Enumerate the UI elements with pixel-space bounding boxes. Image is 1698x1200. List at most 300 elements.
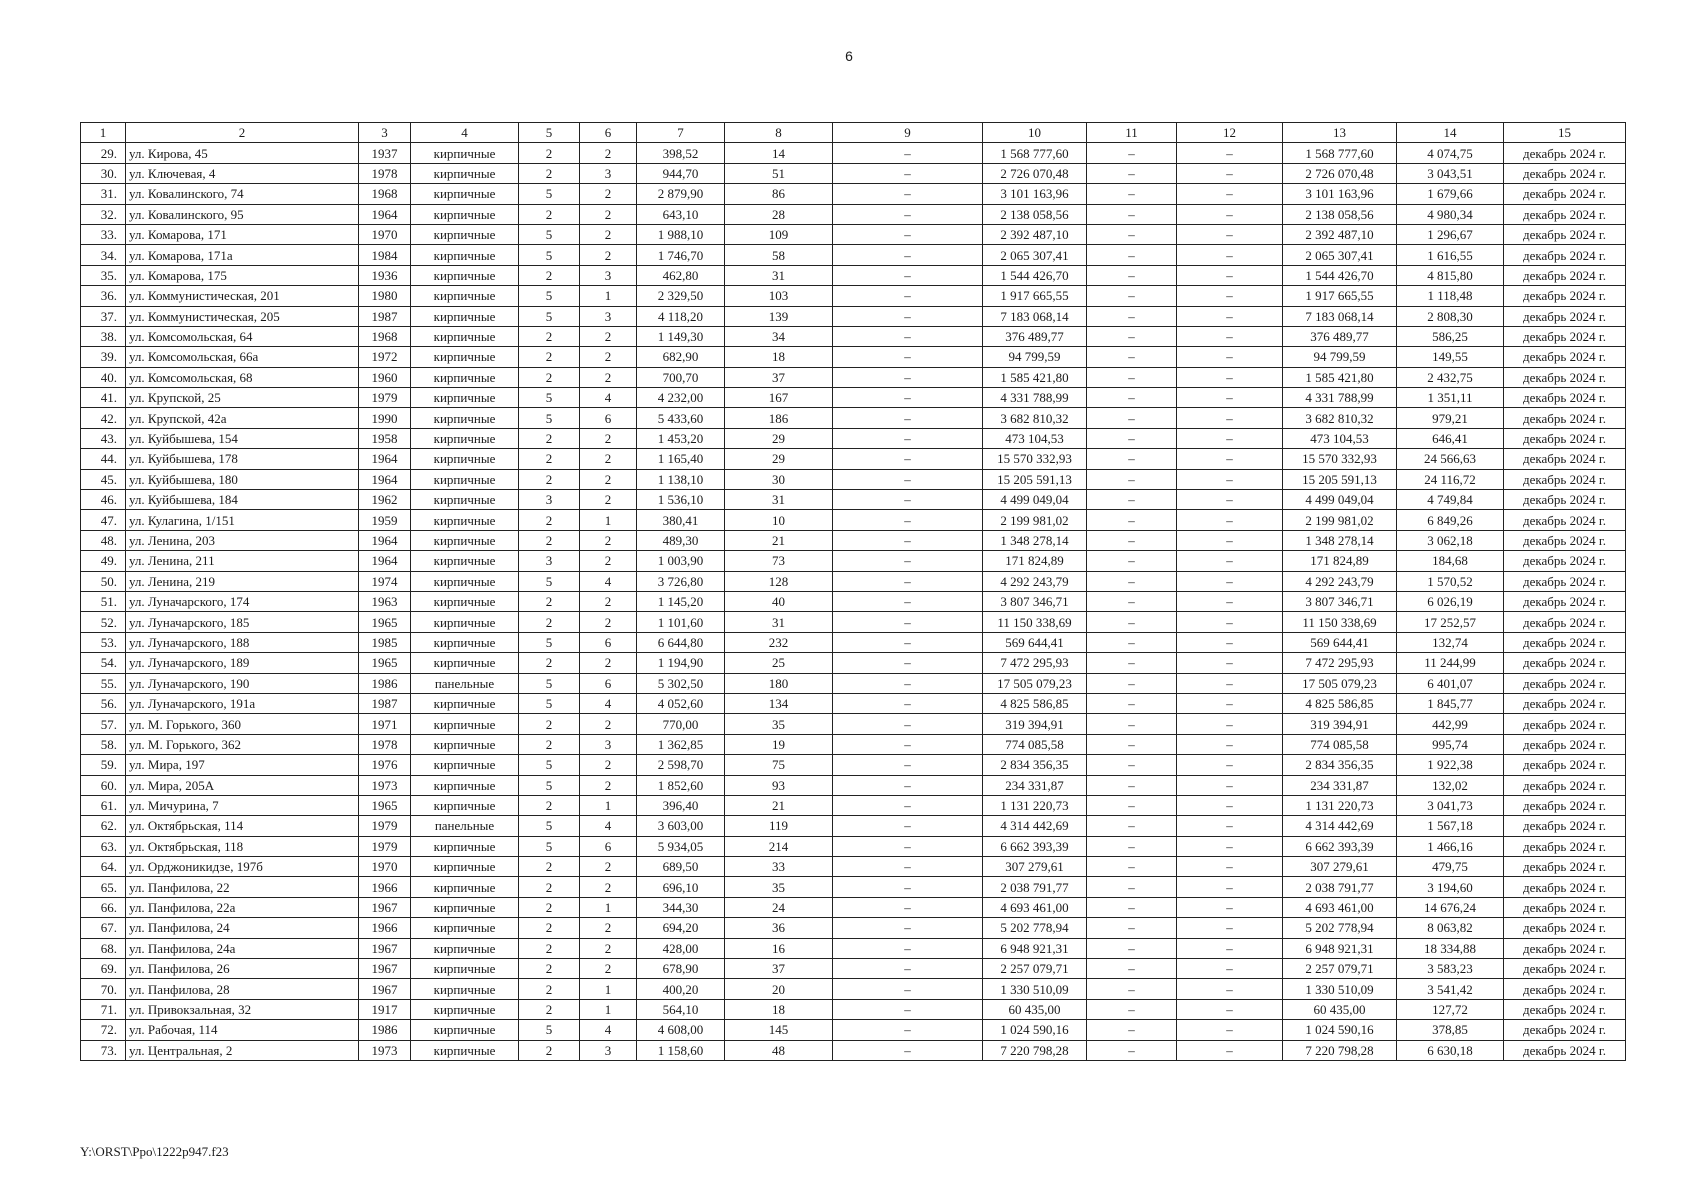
table-cell-col-15: декабрь 2024 г. — [1504, 673, 1626, 693]
table-cell-col-10: 1 917 665,55 — [983, 286, 1087, 306]
table-cell-col-6: 2 — [580, 367, 637, 387]
table-cell-col-7: 700,70 — [637, 367, 725, 387]
table-cell-col-9: – — [833, 653, 983, 673]
table-cell-col-8: 51 — [725, 163, 833, 183]
table-cell-col-11: – — [1087, 979, 1177, 999]
table-cell-col-10: 7 220 798,28 — [983, 1040, 1087, 1060]
table-cell-col-14: 1 466,16 — [1397, 836, 1504, 856]
table-cell-col-15: декабрь 2024 г. — [1504, 775, 1626, 795]
table-cell-col-8: 37 — [725, 367, 833, 387]
table-cell-col-15: декабрь 2024 г. — [1504, 306, 1626, 326]
column-header-11: 11 — [1087, 123, 1177, 143]
table-cell-col-4: кирпичные — [411, 449, 519, 469]
table-cell-col-15: декабрь 2024 г. — [1504, 612, 1626, 632]
table-cell-col-11: – — [1087, 999, 1177, 1019]
table-cell-col-10: 3 682 810,32 — [983, 408, 1087, 428]
table-cell-col-1: 31. — [81, 184, 126, 204]
table-cell-col-4: кирпичные — [411, 1040, 519, 1060]
table-cell-col-6: 2 — [580, 326, 637, 346]
table-cell-col-14: 6 026,19 — [1397, 591, 1504, 611]
table-cell-col-14: 24 116,72 — [1397, 469, 1504, 489]
table-cell-col-2: ул. Крупской, 42а — [126, 408, 359, 428]
table-cell-col-3: 1962 — [359, 490, 411, 510]
table-cell-col-12: – — [1177, 714, 1283, 734]
table-cell-col-11: – — [1087, 530, 1177, 550]
table-cell-col-7: 6 644,80 — [637, 632, 725, 652]
table-cell-col-12: – — [1177, 347, 1283, 367]
table-cell-col-15: декабрь 2024 г. — [1504, 1020, 1626, 1040]
table-cell-col-12: – — [1177, 388, 1283, 408]
table-cell-col-1: 60. — [81, 775, 126, 795]
table-cell-col-5: 5 — [519, 836, 580, 856]
table-cell-col-4: кирпичные — [411, 714, 519, 734]
table-cell-col-3: 1973 — [359, 1040, 411, 1060]
table-cell-col-2: ул. Панфилова, 22 — [126, 877, 359, 897]
table-cell-col-6: 4 — [580, 816, 637, 836]
table-cell-col-8: 31 — [725, 612, 833, 632]
table-cell-col-6: 1 — [580, 999, 637, 1019]
table-cell-col-7: 1 101,60 — [637, 612, 725, 632]
table-cell-col-9: – — [833, 326, 983, 346]
table-row — [81, 938, 1626, 958]
table-cell-col-7: 5 934,05 — [637, 836, 725, 856]
table-cell-col-9: – — [833, 408, 983, 428]
table-cell-col-10: 3 807 346,71 — [983, 591, 1087, 611]
table-cell-col-10: 2 038 791,77 — [983, 877, 1087, 897]
table-row — [81, 286, 1626, 306]
table-cell-col-10: 4 314 442,69 — [983, 816, 1087, 836]
table-cell-col-1: 38. — [81, 326, 126, 346]
table-cell-col-15: декабрь 2024 г. — [1504, 959, 1626, 979]
table-cell-col-14: 4 749,84 — [1397, 490, 1504, 510]
table-cell-col-10: 15 205 591,13 — [983, 469, 1087, 489]
footer-file-path: Y:\ORST\Ppo\1222p947.f23 — [80, 1144, 229, 1159]
table-cell-col-15: декабрь 2024 г. — [1504, 857, 1626, 877]
table-cell-col-5: 5 — [519, 184, 580, 204]
table-cell-col-14: 14 676,24 — [1397, 897, 1504, 917]
table-cell-col-2: ул. Луначарского, 185 — [126, 612, 359, 632]
table-cell-col-11: – — [1087, 877, 1177, 897]
table-cell-col-1: 52. — [81, 612, 126, 632]
table-cell-col-13: 4 314 442,69 — [1283, 816, 1397, 836]
table-cell-col-5: 2 — [519, 449, 580, 469]
table-cell-col-5: 2 — [519, 367, 580, 387]
table-cell-col-8: 19 — [725, 734, 833, 754]
table-cell-col-14: 11 244,99 — [1397, 653, 1504, 673]
table-cell-col-10: 15 570 332,93 — [983, 449, 1087, 469]
table-cell-col-11: – — [1087, 143, 1177, 163]
table-cell-col-6: 6 — [580, 408, 637, 428]
table-cell-col-4: кирпичные — [411, 632, 519, 652]
table-cell-col-2: ул. Коммунистическая, 201 — [126, 286, 359, 306]
table-cell-col-4: кирпичные — [411, 551, 519, 571]
table-row — [81, 999, 1626, 1019]
table-cell-col-8: 30 — [725, 469, 833, 489]
table-cell-col-12: – — [1177, 408, 1283, 428]
table-cell-col-10: 2 834 356,35 — [983, 755, 1087, 775]
table-cell-col-2: ул. Ковалинского, 95 — [126, 204, 359, 224]
table-cell-col-3: 1974 — [359, 571, 411, 591]
table-cell-col-5: 2 — [519, 612, 580, 632]
column-header-12: 12 — [1177, 123, 1283, 143]
table-cell-col-14: 1 296,67 — [1397, 224, 1504, 244]
table-cell-col-10: 4 825 586,85 — [983, 693, 1087, 713]
table-cell-col-9: – — [833, 490, 983, 510]
table-cell-col-5: 2 — [519, 979, 580, 999]
table-cell-col-12: – — [1177, 551, 1283, 571]
column-header-3: 3 — [359, 123, 411, 143]
table-row — [81, 224, 1626, 244]
table-cell-col-11: – — [1087, 612, 1177, 632]
table-cell-col-12: – — [1177, 979, 1283, 999]
table-cell-col-4: кирпичные — [411, 857, 519, 877]
table-cell-col-3: 1965 — [359, 653, 411, 673]
table-cell-col-1: 34. — [81, 245, 126, 265]
table-cell-col-10: 4 499 049,04 — [983, 490, 1087, 510]
table-cell-col-3: 1937 — [359, 143, 411, 163]
table-cell-col-8: 37 — [725, 959, 833, 979]
table-cell-col-2: ул. Ковалинского, 74 — [126, 184, 359, 204]
table-row — [81, 408, 1626, 428]
table-cell-col-3: 1917 — [359, 999, 411, 1019]
table-cell-col-11: – — [1087, 184, 1177, 204]
table-cell-col-5: 5 — [519, 693, 580, 713]
table-row — [81, 347, 1626, 367]
table-cell-col-11: – — [1087, 306, 1177, 326]
table-cell-col-13: 7 220 798,28 — [1283, 1040, 1397, 1060]
table-cell-col-4: кирпичные — [411, 143, 519, 163]
table-cell-col-13: 2 726 070,48 — [1283, 163, 1397, 183]
table-cell-col-10: 11 150 338,69 — [983, 612, 1087, 632]
table-cell-col-12: – — [1177, 591, 1283, 611]
table-cell-col-6: 2 — [580, 857, 637, 877]
table-cell-col-12: – — [1177, 632, 1283, 652]
table-cell-col-9: – — [833, 224, 983, 244]
table-cell-col-13: 1 544 426,70 — [1283, 265, 1397, 285]
table-row — [81, 204, 1626, 224]
table-cell-col-4: кирпичные — [411, 326, 519, 346]
table-cell-col-11: – — [1087, 265, 1177, 285]
table-cell-col-1: 30. — [81, 163, 126, 183]
table-cell-col-14: 6 630,18 — [1397, 1040, 1504, 1060]
table-cell-col-5: 2 — [519, 510, 580, 530]
table-cell-col-7: 694,20 — [637, 918, 725, 938]
table-cell-col-2: ул. Кулагина, 1/151 — [126, 510, 359, 530]
table-cell-col-4: кирпичные — [411, 510, 519, 530]
table-cell-col-10: 7 472 295,93 — [983, 653, 1087, 673]
table-cell-col-3: 1984 — [359, 245, 411, 265]
table-cell-col-6: 3 — [580, 265, 637, 285]
table-cell-col-2: ул. Центральная, 2 — [126, 1040, 359, 1060]
table-cell-col-8: 16 — [725, 938, 833, 958]
table-cell-col-1: 68. — [81, 938, 126, 958]
table-cell-col-15: декабрь 2024 г. — [1504, 326, 1626, 346]
table-cell-col-11: – — [1087, 918, 1177, 938]
table-cell-col-11: – — [1087, 408, 1177, 428]
table-cell-col-15: декабрь 2024 г. — [1504, 816, 1626, 836]
table-cell-col-13: 17 505 079,23 — [1283, 673, 1397, 693]
table-cell-col-13: 2 038 791,77 — [1283, 877, 1397, 897]
table-cell-col-2: ул. Мира, 197 — [126, 755, 359, 775]
table-cell-col-1: 66. — [81, 897, 126, 917]
table-cell-col-7: 2 879,90 — [637, 184, 725, 204]
table-cell-col-13: 60 435,00 — [1283, 999, 1397, 1019]
table-cell-col-10: 376 489,77 — [983, 326, 1087, 346]
table-cell-col-8: 119 — [725, 816, 833, 836]
table-cell-col-6: 2 — [580, 347, 637, 367]
table-cell-col-5: 2 — [519, 1040, 580, 1060]
table-cell-col-10: 473 104,53 — [983, 428, 1087, 448]
table-cell-col-8: 58 — [725, 245, 833, 265]
table-cell-col-12: – — [1177, 530, 1283, 550]
table-cell-col-5: 3 — [519, 551, 580, 571]
table-cell-col-8: 29 — [725, 428, 833, 448]
table-cell-col-2: ул. Панфилова, 24а — [126, 938, 359, 958]
table-cell-col-12: – — [1177, 571, 1283, 591]
table-cell-col-1: 72. — [81, 1020, 126, 1040]
table-cell-col-9: – — [833, 918, 983, 938]
table-cell-col-10: 4 292 243,79 — [983, 571, 1087, 591]
table-cell-col-13: 4 693 461,00 — [1283, 897, 1397, 917]
table-cell-col-7: 2 329,50 — [637, 286, 725, 306]
table-cell-col-15: декабрь 2024 г. — [1504, 245, 1626, 265]
table-cell-col-2: ул. Октябрьская, 114 — [126, 816, 359, 836]
table-cell-col-4: кирпичные — [411, 979, 519, 999]
column-header-7: 7 — [637, 123, 725, 143]
table-cell-col-4: кирпичные — [411, 571, 519, 591]
table-cell-col-3: 1987 — [359, 693, 411, 713]
table-cell-col-13: 569 644,41 — [1283, 632, 1397, 652]
table-cell-col-15: декабрь 2024 г. — [1504, 286, 1626, 306]
table-cell-col-5: 2 — [519, 999, 580, 1019]
table-cell-col-15: декабрь 2024 г. — [1504, 938, 1626, 958]
table-cell-col-9: – — [833, 693, 983, 713]
table-cell-col-14: 3 541,42 — [1397, 979, 1504, 999]
table-cell-col-7: 1 194,90 — [637, 653, 725, 673]
table-cell-col-3: 1964 — [359, 551, 411, 571]
table-cell-col-4: кирпичные — [411, 530, 519, 550]
table-row — [81, 897, 1626, 917]
table-cell-col-6: 2 — [580, 775, 637, 795]
table-cell-col-8: 145 — [725, 1020, 833, 1040]
table-cell-col-10: 1 585 421,80 — [983, 367, 1087, 387]
table-cell-col-2: ул. Кирова, 45 — [126, 143, 359, 163]
table-cell-col-11: – — [1087, 591, 1177, 611]
table-cell-col-9: – — [833, 999, 983, 1019]
table-cell-col-14: 646,41 — [1397, 428, 1504, 448]
table-row — [81, 714, 1626, 734]
table-row — [81, 653, 1626, 673]
table-cell-col-10: 17 505 079,23 — [983, 673, 1087, 693]
table-cell-col-7: 344,30 — [637, 897, 725, 917]
table-cell-col-7: 1 453,20 — [637, 428, 725, 448]
table-cell-col-6: 2 — [580, 449, 637, 469]
table-cell-col-14: 17 252,57 — [1397, 612, 1504, 632]
table-cell-col-3: 1965 — [359, 795, 411, 815]
table-row — [81, 693, 1626, 713]
table-cell-col-2: ул. Комарова, 175 — [126, 265, 359, 285]
table-cell-col-14: 1 679,66 — [1397, 184, 1504, 204]
table-cell-col-4: кирпичные — [411, 408, 519, 428]
table-cell-col-5: 2 — [519, 591, 580, 611]
table-cell-col-14: 586,25 — [1397, 326, 1504, 346]
table-cell-col-12: – — [1177, 469, 1283, 489]
table-cell-col-1: 58. — [81, 734, 126, 754]
table-row — [81, 877, 1626, 897]
table-cell-col-8: 73 — [725, 551, 833, 571]
table-cell-col-6: 4 — [580, 388, 637, 408]
table-cell-col-15: декабрь 2024 г. — [1504, 367, 1626, 387]
table-cell-col-3: 1958 — [359, 428, 411, 448]
table-cell-col-14: 4 980,34 — [1397, 204, 1504, 224]
table-cell-col-12: – — [1177, 795, 1283, 815]
table-cell-col-4: кирпичные — [411, 775, 519, 795]
table-cell-col-10: 3 101 163,96 — [983, 184, 1087, 204]
registry-table — [80, 122, 1626, 1061]
table-cell-col-13: 376 489,77 — [1283, 326, 1397, 346]
table-cell-col-7: 428,00 — [637, 938, 725, 958]
table-cell-col-5: 2 — [519, 347, 580, 367]
table-cell-col-6: 2 — [580, 918, 637, 938]
table-cell-col-14: 6 401,07 — [1397, 673, 1504, 693]
table-row — [81, 673, 1626, 693]
table-cell-col-1: 56. — [81, 693, 126, 713]
table-cell-col-10: 1 131 220,73 — [983, 795, 1087, 815]
table-cell-col-3: 1967 — [359, 897, 411, 917]
table-cell-col-11: – — [1087, 286, 1177, 306]
table-cell-col-1: 54. — [81, 653, 126, 673]
table-cell-col-6: 2 — [580, 714, 637, 734]
table-cell-col-13: 4 499 049,04 — [1283, 490, 1397, 510]
table-cell-col-12: – — [1177, 897, 1283, 917]
table-cell-col-4: кирпичные — [411, 836, 519, 856]
table-cell-col-15: декабрь 2024 г. — [1504, 265, 1626, 285]
table-cell-col-3: 1972 — [359, 347, 411, 367]
table-cell-col-1: 42. — [81, 408, 126, 428]
table-cell-col-3: 1980 — [359, 286, 411, 306]
table-cell-col-11: – — [1087, 245, 1177, 265]
table-cell-col-6: 2 — [580, 204, 637, 224]
table-cell-col-2: ул. Ленина, 219 — [126, 571, 359, 591]
table-cell-col-9: – — [833, 245, 983, 265]
table-cell-col-10: 2 065 307,41 — [983, 245, 1087, 265]
column-header-2: 2 — [126, 123, 359, 143]
table-cell-col-7: 4 118,20 — [637, 306, 725, 326]
table-cell-col-10: 1 568 777,60 — [983, 143, 1087, 163]
table-cell-col-8: 31 — [725, 265, 833, 285]
table-cell-col-8: 29 — [725, 449, 833, 469]
table-cell-col-9: – — [833, 938, 983, 958]
table-cell-col-4: панельные — [411, 673, 519, 693]
table-cell-col-9: – — [833, 286, 983, 306]
table-cell-col-7: 462,80 — [637, 265, 725, 285]
table-row — [81, 428, 1626, 448]
table-cell-col-9: – — [833, 367, 983, 387]
table-cell-col-2: ул. Рабочая, 114 — [126, 1020, 359, 1040]
table-cell-col-1: 73. — [81, 1040, 126, 1060]
table-cell-col-10: 60 435,00 — [983, 999, 1087, 1019]
table-cell-col-14: 4 815,80 — [1397, 265, 1504, 285]
table-cell-col-11: – — [1087, 449, 1177, 469]
table-cell-col-13: 94 799,59 — [1283, 347, 1397, 367]
table-cell-col-9: – — [833, 388, 983, 408]
table-cell-col-13: 3 807 346,71 — [1283, 591, 1397, 611]
table-cell-col-6: 2 — [580, 653, 637, 673]
table-cell-col-13: 5 202 778,94 — [1283, 918, 1397, 938]
table-cell-col-14: 1 351,11 — [1397, 388, 1504, 408]
table-cell-col-3: 1964 — [359, 530, 411, 550]
table-cell-col-9: – — [833, 571, 983, 591]
table-cell-col-3: 1966 — [359, 918, 411, 938]
table-cell-col-8: 10 — [725, 510, 833, 530]
table-cell-col-11: – — [1087, 897, 1177, 917]
table-cell-col-9: – — [833, 530, 983, 550]
table-row — [81, 795, 1626, 815]
table-cell-col-9: – — [833, 795, 983, 815]
table-cell-col-5: 2 — [519, 959, 580, 979]
table-cell-col-1: 41. — [81, 388, 126, 408]
table-cell-col-10: 1 348 278,14 — [983, 530, 1087, 550]
table-cell-col-3: 1976 — [359, 755, 411, 775]
table-cell-col-4: кирпичные — [411, 367, 519, 387]
table-cell-col-3: 1978 — [359, 163, 411, 183]
table-cell-col-3: 1968 — [359, 184, 411, 204]
table-cell-col-12: – — [1177, 204, 1283, 224]
table-cell-col-12: – — [1177, 877, 1283, 897]
table-row — [81, 591, 1626, 611]
table-cell-col-15: декабрь 2024 г. — [1504, 795, 1626, 815]
table-cell-col-3: 1964 — [359, 204, 411, 224]
table-cell-col-2: ул. Привокзальная, 32 — [126, 999, 359, 1019]
table-cell-col-4: кирпичные — [411, 755, 519, 775]
table-cell-col-12: – — [1177, 734, 1283, 754]
table-cell-col-12: – — [1177, 816, 1283, 836]
table-cell-col-15: декабрь 2024 г. — [1504, 163, 1626, 183]
table-cell-col-11: – — [1087, 775, 1177, 795]
table-row — [81, 979, 1626, 999]
table-cell-col-10: 234 331,87 — [983, 775, 1087, 795]
table-cell-col-12: – — [1177, 653, 1283, 673]
table-cell-col-5: 2 — [519, 530, 580, 550]
table-cell-col-10: 319 394,91 — [983, 714, 1087, 734]
table-cell-col-10: 2 726 070,48 — [983, 163, 1087, 183]
table-cell-col-15: декабрь 2024 г. — [1504, 755, 1626, 775]
table-cell-col-13: 2 392 487,10 — [1283, 224, 1397, 244]
table-cell-col-1: 57. — [81, 714, 126, 734]
table-cell-col-15: декабрь 2024 г. — [1504, 510, 1626, 530]
table-cell-col-9: – — [833, 449, 983, 469]
column-header-13: 13 — [1283, 123, 1397, 143]
table-cell-col-1: 55. — [81, 673, 126, 693]
table-cell-col-15: декабрь 2024 г. — [1504, 897, 1626, 917]
table-cell-col-15: декабрь 2024 г. — [1504, 224, 1626, 244]
table-cell-col-2: ул. Панфилова, 22а — [126, 897, 359, 917]
table-cell-col-1: 63. — [81, 836, 126, 856]
table-cell-col-2: ул. Орджоникидзе, 197б — [126, 857, 359, 877]
table-cell-col-14: 8 063,82 — [1397, 918, 1504, 938]
table-cell-col-15: декабрь 2024 г. — [1504, 143, 1626, 163]
table-cell-col-15: декабрь 2024 г. — [1504, 653, 1626, 673]
table-cell-col-2: ул. Панфилова, 28 — [126, 979, 359, 999]
table-cell-col-3: 1970 — [359, 224, 411, 244]
table-cell-col-14: 149,55 — [1397, 347, 1504, 367]
table-cell-col-15: декабрь 2024 г. — [1504, 918, 1626, 938]
table-cell-col-1: 59. — [81, 755, 126, 775]
table-cell-col-13: 307 279,61 — [1283, 857, 1397, 877]
table-cell-col-6: 1 — [580, 795, 637, 815]
table-cell-col-9: – — [833, 612, 983, 632]
table-cell-col-8: 40 — [725, 591, 833, 611]
